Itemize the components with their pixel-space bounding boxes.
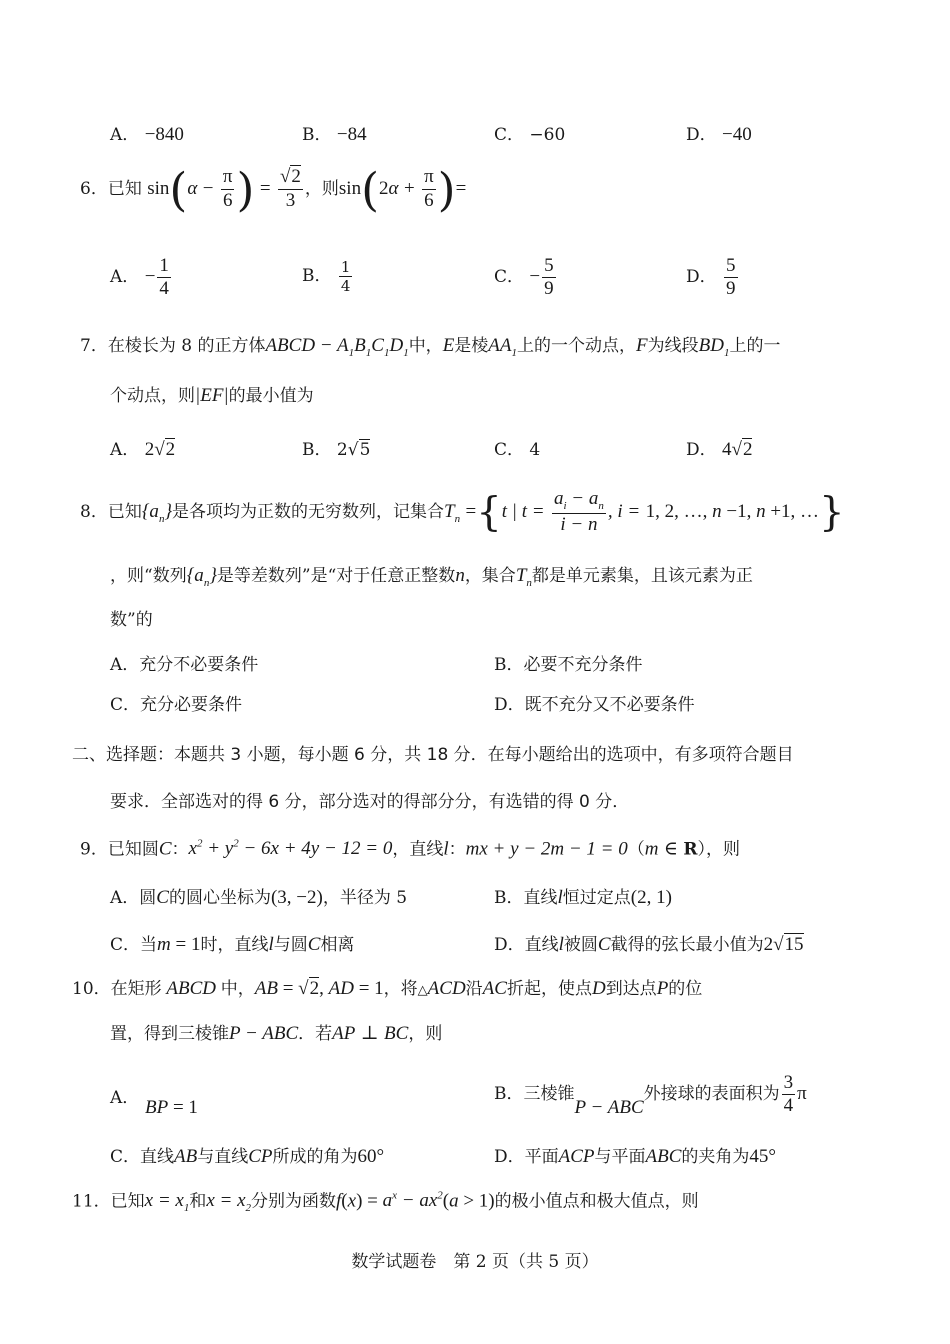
q5-option-c: C． −60 bbox=[494, 125, 566, 145]
q8-stem-line1: 8．已知$\{a_n\}$是各项均为正数的无穷数列，记集合$T_n =\{t$ | t = $\frac{a_i - a_n}{i - n}$ , i = 1, 2, …, n −1, n +1, …} bbox=[80, 488, 845, 536]
q9-option-b: B．直线l恒过定点(2, 1) bbox=[494, 887, 672, 908]
q7-option-c: C． 4 bbox=[494, 440, 541, 460]
q7-option-b: B． 2√5 bbox=[302, 440, 371, 460]
q5-option-d: D． −40 bbox=[686, 124, 752, 145]
q9-option-d: D．直线l被圆C截得的弦长最小值为2√15 bbox=[494, 934, 804, 955]
section-2-instructions: 要求．全部选对的得 6 分，部分选对的得部分分，有选错的得 0 分． bbox=[110, 792, 630, 812]
q6-stem: 6．已知 sin(α − $\frac{\pi}{6}$ ) = $\frac{√2}{3}$ ，则sin(2α + $\frac{\pi}{6}$ )= bbox=[80, 162, 467, 217]
q10-option-a: A． bbox=[110, 1088, 140, 1108]
q8-option-c: C．充分必要条件 bbox=[110, 695, 243, 715]
q6-option-b: B． $\frac{1}{4}$ bbox=[302, 258, 351, 295]
q10-option-d: D．平面ACP与平面ABC的夹角为45° bbox=[494, 1146, 777, 1167]
q8-stem-line2: ，则“数列$\{a_n\}$是等差数列”是“对于任意正整数n，集合$T_n$都是单元素集，且该元素为正 bbox=[110, 565, 753, 589]
q8-option-d: D．既不充分又不必要条件 bbox=[494, 695, 695, 715]
q5-option-b: B． −84 bbox=[302, 124, 367, 145]
q7-option-a: A． 2√2 bbox=[110, 439, 176, 460]
q10-option-a-formula: BP = 1 bbox=[145, 1097, 198, 1118]
q10-stem-line2: 置，得到三棱锥P − ABC．若AP ⊥ BC，则 bbox=[110, 1023, 443, 1044]
q7-stem-line2: 个动点，则|EF|的最小值为 bbox=[110, 385, 314, 406]
q6-option-c: C． − $\frac{5}{9}$ bbox=[494, 255, 554, 299]
q6-option-d: D． $\frac{5}{9}$ bbox=[686, 255, 736, 299]
q9-option-c: C．当m = 1时，直线l与圆C相离 bbox=[110, 934, 355, 955]
page-footer: 数学试题卷 第 2 页（共 5 页） bbox=[351, 1252, 599, 1272]
q6-option-a: A． − $\frac{1}{4}$ bbox=[110, 255, 169, 299]
q10-stem-line1: 10．在矩形 ABCD 中，AB = √2, AD = 1，将△ACD沿AC折起，使点D到达点P的位 bbox=[72, 978, 703, 999]
q8-stem-line3: 数”的 bbox=[110, 610, 153, 630]
q11-stem: 11．已知$x = x_1$和$x = x_2$分别为函数$f(x) = a^x - ax^2(a > 1)$的极小值点和极大值点，则 bbox=[72, 1190, 699, 1215]
q5-option-a: A． −840 bbox=[110, 124, 184, 145]
q8-option-b: B．必要不充分条件 bbox=[494, 655, 643, 675]
q7-option-d: D． 4√2 bbox=[686, 439, 753, 460]
section-2-heading: 二、选择题：本题共 3 小题，每小题 6 分，共 18 分．在每小题给出的选项中，有多项符合题目 bbox=[72, 745, 794, 765]
q10-option-b: B．三棱锥P − ABC外接球的表面积为 $\frac{3}{4}$ π bbox=[494, 1072, 807, 1118]
q9-option-a: A．圆C的圆心坐标为(3, −2)，半径为 5 bbox=[110, 887, 408, 908]
q7-stem-line1: 7．在棱长为 8 的正方体ABCD − $A_1B_1C_1D_1$中，E是棱$AA_1$上的一个动点，F为线段$BD_1$上的一 bbox=[80, 335, 781, 359]
q8-option-a: A．充分不必要条件 bbox=[110, 655, 259, 675]
q10-option-c: C．直线AB与直线CP所成的角为60° bbox=[110, 1146, 385, 1167]
q9-stem: 9．已知圆C：$x^2 + y^2 - 6x + 4y - 12 = 0$，直线l：mx + y − 2m − 1 = 0（m ∈ R），则 bbox=[80, 838, 741, 860]
